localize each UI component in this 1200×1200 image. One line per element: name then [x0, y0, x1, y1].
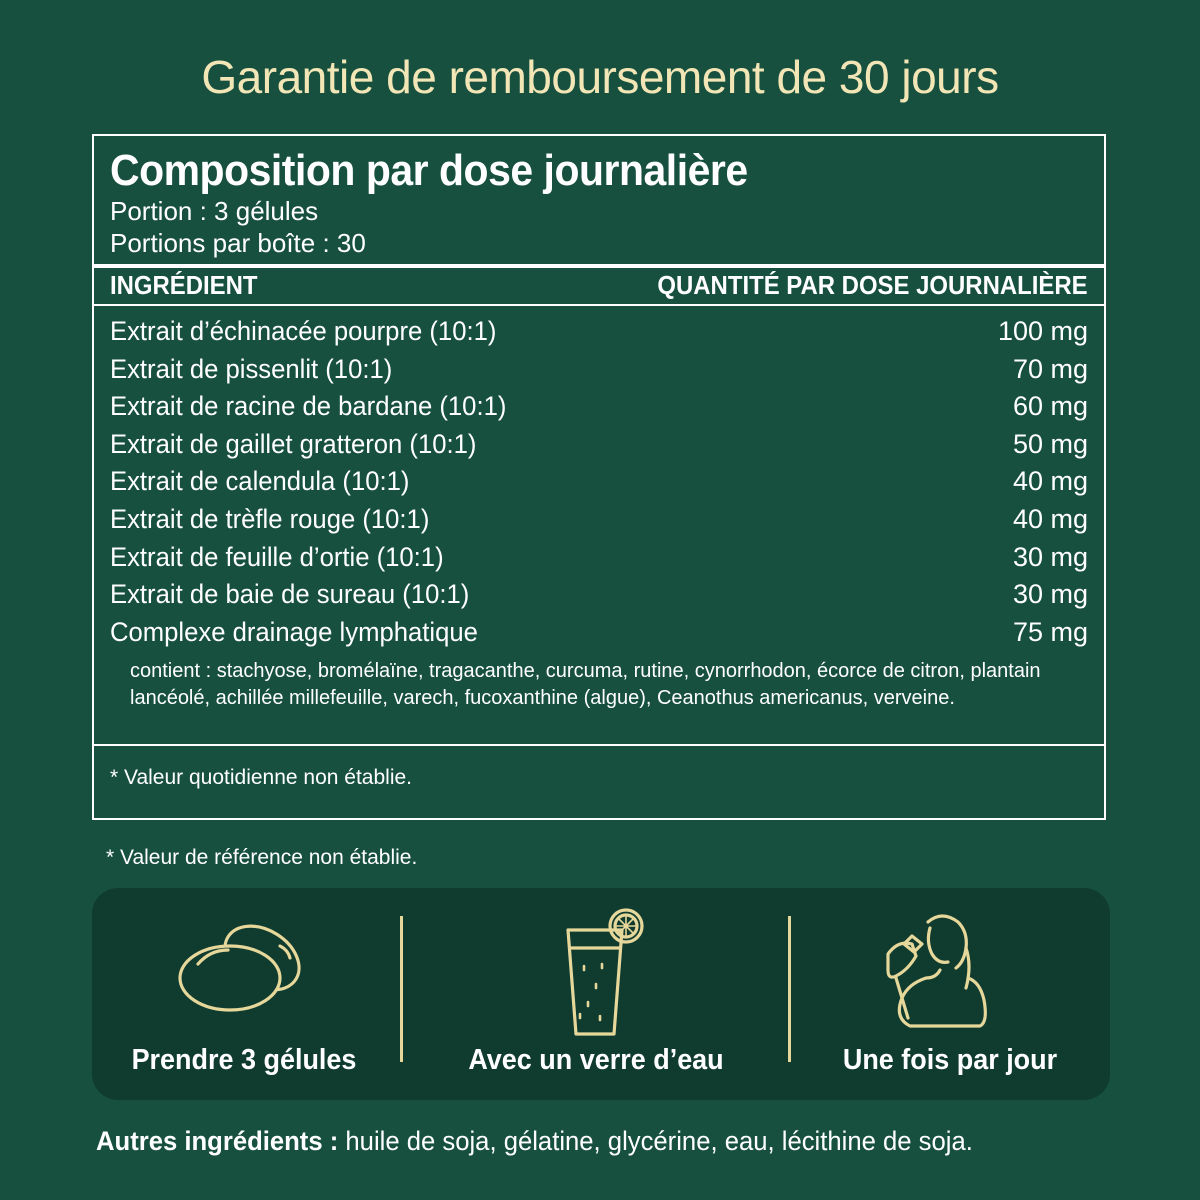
person-taking-pill-icon: [878, 908, 988, 1045]
ingredient-amount: 75 mg: [1012, 616, 1088, 647]
complex-contents: contient : stachyose, bromélaïne, tragacanthe, curcuma, rutine, cynorrhodon, écorce de citron, plantain lancéolé, achillée millefeuille, varech, fucoxanthine (algue), Ceanothus americanus, verveine.: [130, 660, 1041, 709]
ingredient-row: [110, 504, 1088, 542]
other-ingredients-text: huile de soja, gélatine, glycérine, eau, lécithine de soja.: [338, 1126, 973, 1156]
ingredient-name: Extrait de calendula (10:1): [110, 466, 410, 497]
ingredient-name: Extrait d’échinacée pourpre (10:1): [110, 316, 497, 346]
ingredient-row: [110, 354, 1088, 392]
step-label-water: Avec un verre d’eau: [468, 1044, 724, 1076]
servings-per-container: Portions par boîte : 30: [110, 228, 366, 258]
directions-panel: [92, 888, 1110, 1100]
ingredient-row: [110, 429, 1088, 467]
footer-divider: [94, 744, 1104, 746]
ingredient-name: Extrait de racine de bardane (10:1): [110, 391, 507, 422]
ingredient-amount: 40 mg: [1012, 466, 1088, 497]
ingredient-amount: 70 mg: [1012, 353, 1088, 384]
ingredient-amount: 50 mg: [1012, 428, 1088, 459]
other-ingredients: [96, 1126, 973, 1157]
ingredient-amount: 30 mg: [1012, 541, 1088, 572]
column-header-ingredient: INGRÉDIENT: [110, 270, 258, 300]
ingredient-name: Extrait de feuille d’ortie (10:1): [110, 541, 444, 572]
step-label-daily: Une fois par jour: [842, 1044, 1058, 1076]
step-divider: [400, 916, 403, 1062]
ingredient-list: [110, 316, 1088, 654]
ingredient-name: Extrait de pissenlit (10:1): [110, 353, 393, 384]
step-label-capsules: Prendre 3 gélules: [131, 1044, 357, 1076]
daily-value-footnote: * Valeur quotidienne non établie.: [110, 766, 413, 789]
header-divider: [94, 304, 1104, 306]
serving-size: Portion : 3 gélules: [110, 196, 319, 226]
reference-value-footnote: * Valeur de référence non établie.: [106, 846, 418, 869]
ingredient-amount: 40 mg: [1012, 503, 1088, 534]
ingredient-amount: 60 mg: [1012, 391, 1088, 422]
ingredient-row: [110, 579, 1088, 617]
ingredient-row: [110, 316, 1088, 354]
capsules-icon: [170, 906, 310, 1031]
ingredient-row: [110, 466, 1088, 504]
ingredient-row: [110, 542, 1088, 580]
ingredient-row: [110, 391, 1088, 429]
other-ingredients-label: Autres ingrédients :: [96, 1126, 339, 1156]
ingredient-name: Complexe drainage lymphatique: [110, 616, 478, 647]
ingredient-amount: 30 mg: [1012, 579, 1088, 610]
ingredient-amount: 100 mg: [997, 316, 1088, 346]
step-divider: [788, 916, 791, 1062]
ingredient-name: Extrait de trèfle rouge (10:1): [110, 503, 430, 534]
ingredient-name: Extrait de gaillet gratteron (10:1): [110, 428, 477, 459]
glass-of-water-icon: [554, 904, 654, 1045]
ingredient-row: [110, 617, 1088, 655]
page-headline: Garantie de remboursement de 30 jours: [201, 51, 999, 103]
thick-divider: [94, 264, 1104, 268]
facts-title: Composition par dose journalière: [110, 146, 748, 195]
ingredient-name: Extrait de baie de sureau (10:1): [110, 579, 470, 610]
supplement-facts-panel: [92, 134, 1106, 820]
column-header-amount: QUANTITÉ PAR DOSE JOURNALIÈRE: [657, 270, 1088, 300]
